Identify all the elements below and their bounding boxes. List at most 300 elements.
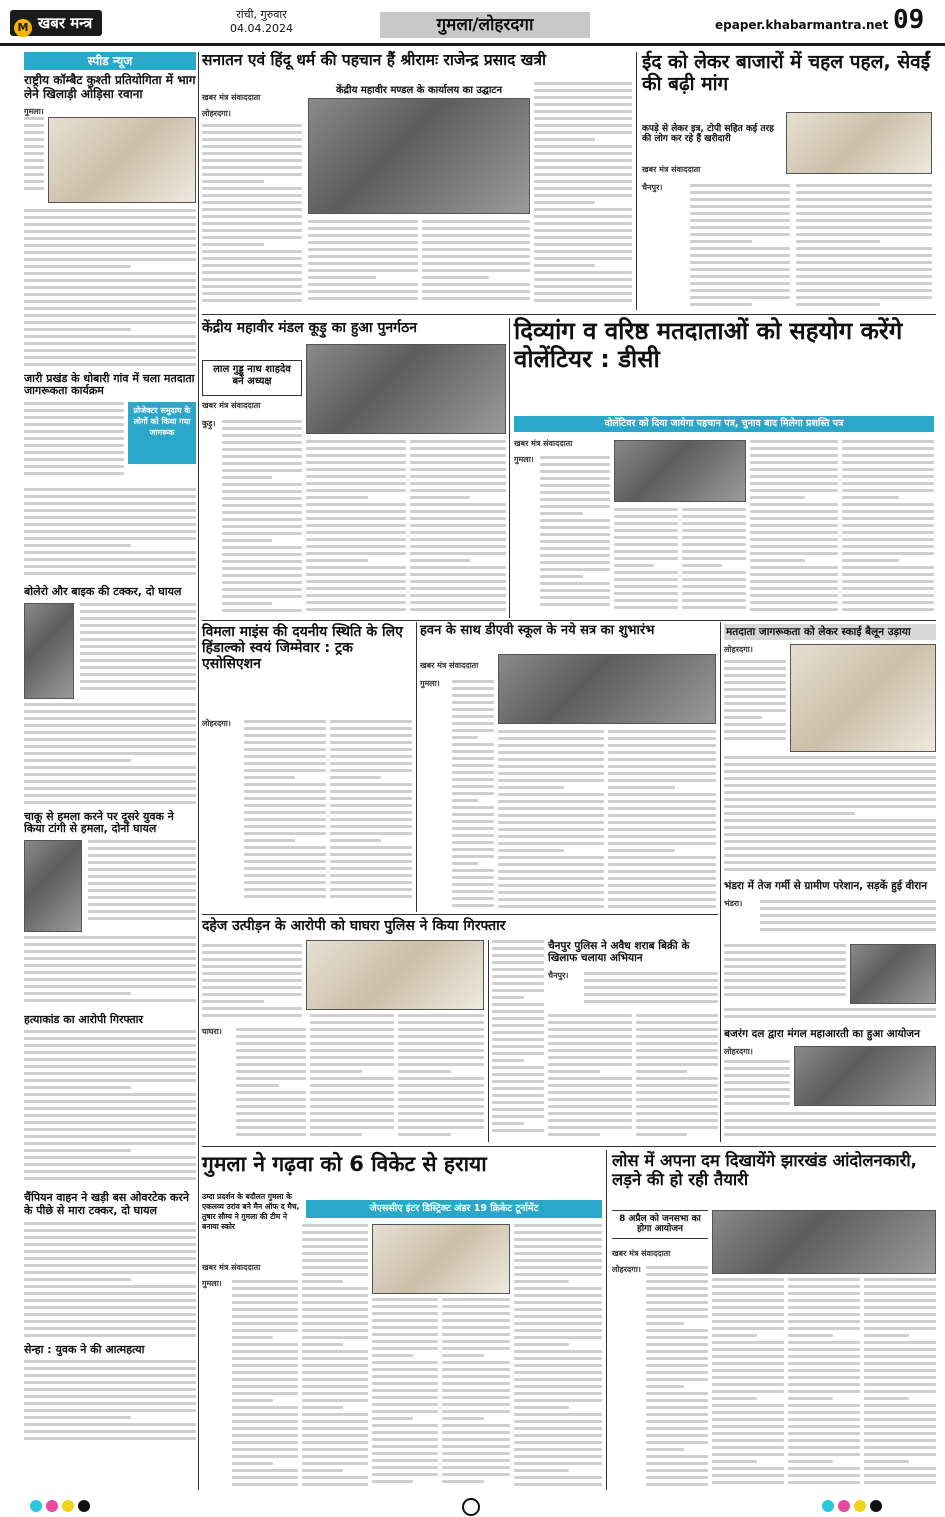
body-text-line — [24, 1257, 196, 1260]
body-text-line — [422, 220, 530, 223]
story-wrestling-text — [24, 209, 196, 371]
body-text-line — [422, 227, 530, 230]
body-text-line — [244, 748, 326, 751]
body-text-line — [410, 475, 506, 478]
body-text-line — [584, 993, 718, 996]
body-text-line — [452, 799, 478, 802]
body-text-line — [202, 944, 302, 947]
body-text-line — [24, 1229, 196, 1232]
body-text-line — [24, 1236, 196, 1239]
body-text-line — [750, 517, 838, 520]
city-day: रांची, गुरुवार — [236, 8, 287, 21]
body-text-line — [310, 1021, 394, 1024]
body-text-line — [24, 1051, 196, 1054]
body-text-line — [514, 1357, 602, 1360]
body-text-line — [796, 233, 932, 236]
body-text-line — [442, 1452, 510, 1455]
body-text-line — [452, 743, 494, 746]
body-text-line — [244, 804, 326, 807]
body-text-line — [244, 825, 326, 828]
body-text-line — [372, 1347, 438, 1350]
body-text-line — [540, 505, 610, 508]
body-text-line — [308, 290, 418, 293]
body-text-line — [712, 1278, 784, 1281]
andolan-callout: 8 अप्रैल को जनसभा का होगा आयोजन — [612, 1210, 708, 1239]
body-text-line — [410, 447, 506, 450]
body-text-line — [608, 737, 716, 740]
body-text-line — [788, 1383, 860, 1386]
body-text-line — [302, 1245, 368, 1248]
body-text-line — [724, 1112, 936, 1115]
body-text-line — [534, 82, 632, 85]
body-text-line — [864, 1320, 936, 1323]
body-text-line — [514, 1448, 602, 1451]
body-text-line — [24, 279, 196, 282]
havan-text-col2 — [498, 730, 604, 912]
body-text-line — [690, 240, 752, 243]
body-text-line — [608, 863, 716, 866]
body-text-line — [306, 573, 406, 576]
body-text-line — [540, 470, 610, 473]
body-text-line — [410, 545, 506, 548]
body-text-line — [514, 1294, 602, 1297]
body-text-line — [232, 1385, 298, 1388]
body-text-line — [636, 1021, 718, 1024]
body-text-line — [202, 299, 302, 302]
body-text-line — [222, 469, 302, 472]
body-text-line — [452, 820, 494, 823]
body-text-line — [422, 276, 489, 279]
body-text-line — [690, 226, 790, 229]
body-text-line — [498, 751, 604, 754]
body-text-line — [24, 1128, 196, 1131]
body-text-line — [442, 1326, 510, 1329]
lead-photo-caption: केंद्रीय महावीर मण्डल के कार्यालय का उद्घाटन — [335, 85, 503, 96]
body-text-line — [690, 289, 790, 292]
body-text-line — [492, 1094, 544, 1097]
body-text-line — [788, 1376, 860, 1379]
body-text-line — [842, 580, 934, 583]
body-text-line — [514, 1455, 602, 1458]
body-text-line — [306, 517, 406, 520]
body-text-line — [398, 1084, 484, 1087]
balloon-place: लोहरदगा। — [724, 645, 753, 654]
body-text-line — [302, 1483, 368, 1486]
body-text-line — [712, 1306, 784, 1309]
body-text-line — [514, 1420, 602, 1423]
body-text-line — [864, 1383, 936, 1386]
body-text-line — [232, 1483, 298, 1486]
body-text-line — [498, 758, 604, 761]
body-text-line — [540, 547, 610, 550]
body-text-line — [864, 1285, 936, 1288]
body-text-line — [24, 780, 196, 783]
body-text-line — [24, 342, 196, 345]
body-text-line — [492, 1010, 544, 1013]
body-text-line — [306, 608, 406, 611]
body-text-line — [202, 264, 302, 267]
body-text-line — [788, 1411, 860, 1414]
body-text-line — [636, 1056, 718, 1059]
body-text-line — [202, 257, 302, 260]
body-text-line — [244, 881, 326, 884]
body-text-line — [682, 564, 722, 567]
body-text-line — [306, 461, 406, 464]
body-text-line — [608, 807, 716, 810]
body-text-line — [24, 1107, 196, 1110]
body-text-line — [724, 1126, 936, 1129]
body-text-line — [202, 187, 302, 190]
body-text-line — [724, 1060, 790, 1063]
body-text-line — [442, 1368, 510, 1371]
body-text-line — [540, 603, 610, 606]
body-text-line — [24, 356, 196, 359]
body-text-line — [724, 756, 936, 759]
body-text-line — [636, 1119, 718, 1122]
body-text-line — [796, 198, 932, 201]
body-text-line — [864, 1390, 936, 1393]
havan-headline: हवन के साथ डीएवी स्कूल के नये सत्र का शुभारंभ — [420, 623, 655, 638]
body-text-line — [724, 965, 846, 968]
body-text-line — [492, 982, 544, 985]
body-text-line — [540, 589, 610, 592]
body-text-line — [222, 420, 302, 423]
body-text-line — [534, 208, 632, 211]
body-text-line — [636, 1014, 718, 1017]
body-text-line — [202, 1014, 302, 1017]
body-text-line — [724, 688, 786, 691]
body-text-line — [514, 1238, 602, 1241]
body-text-line — [372, 1340, 438, 1343]
body-text-line — [842, 608, 934, 611]
body-text-line — [398, 1049, 484, 1052]
body-text-line — [410, 580, 506, 583]
body-text-line — [452, 827, 494, 830]
body-text-line — [724, 674, 786, 677]
body-text-line — [796, 275, 932, 278]
body-text-line — [788, 1446, 860, 1449]
body-text-line — [712, 1418, 784, 1421]
andolan-headline: लोस में अपना दम दिखायेंगे झारखंड आंदोलनकारी, लड़ने की हो रही तैयारी — [612, 1151, 917, 1189]
body-text-line — [24, 251, 196, 254]
body-text-line — [330, 811, 412, 814]
body-text-line — [306, 510, 406, 513]
body-text-line — [24, 572, 196, 575]
body-text-line — [24, 272, 196, 275]
body-text-line — [750, 594, 838, 597]
havan-text-col1 — [452, 680, 494, 912]
cricket-text-col1 — [232, 1280, 298, 1490]
chainpur-text-col2 — [548, 1014, 632, 1142]
body-text-line — [608, 793, 716, 796]
body-text-line — [540, 575, 583, 578]
body-text-line — [724, 861, 936, 864]
body-text-line — [724, 958, 846, 961]
body-text-line — [646, 1322, 684, 1325]
kudu-headline: केंद्रीय महावीर मंडल कूड़ु का हुआ पुनर्गठन — [202, 320, 417, 336]
body-text-line — [24, 1100, 196, 1103]
body-text-line — [24, 1121, 196, 1124]
body-text-line — [302, 1434, 368, 1437]
body-text-line — [788, 1467, 860, 1470]
body-text-line — [796, 184, 932, 187]
body-text-line — [452, 771, 494, 774]
body-text-line — [712, 1397, 757, 1400]
body-text-line — [864, 1376, 936, 1379]
body-text-line — [842, 601, 934, 604]
body-text-line — [682, 606, 746, 609]
body-text-line — [330, 783, 412, 786]
body-text-line — [724, 660, 786, 663]
body-text-line — [302, 1448, 368, 1451]
lead-headline: सनातन एवं हिंदू धर्म की पहचान हैं श्रीरामः राजेन्द्र प्रसाद खत्री — [202, 51, 547, 69]
heat-text-col2 — [724, 944, 846, 1004]
body-text-line — [452, 694, 494, 697]
body-text-line — [330, 895, 412, 898]
body-text-line — [498, 765, 604, 768]
body-text-line — [540, 477, 610, 480]
body-text-line — [724, 812, 855, 815]
body-text-line — [232, 1476, 298, 1479]
body-text-line — [614, 564, 654, 567]
body-text-line — [24, 509, 196, 512]
body-text-line — [452, 715, 494, 718]
body-text-line — [750, 587, 838, 590]
lead-bureau: खबर मंत्र संवाददाता — [202, 93, 261, 102]
body-text-line — [796, 261, 932, 264]
body-text-line — [302, 1455, 368, 1458]
body-text-line — [534, 96, 632, 99]
body-text-line — [788, 1334, 833, 1337]
body-text-line — [842, 503, 934, 506]
story-murder-arrest-headline: हत्याकांड का आरोपी गिरफ्तार — [24, 1012, 144, 1026]
dahej-place: घाघरा। — [202, 1027, 222, 1036]
body-text-line — [788, 1369, 860, 1372]
body-text-line — [534, 243, 632, 246]
body-text-line — [682, 543, 746, 546]
body-text-line — [202, 229, 302, 232]
body-text-line — [24, 237, 196, 240]
body-text-line — [302, 1287, 368, 1290]
body-text-line — [452, 785, 494, 788]
body-text-line — [750, 545, 838, 548]
body-text-line — [24, 1278, 131, 1281]
body-text-line — [750, 573, 838, 576]
body-text-line — [302, 1294, 368, 1297]
body-text-line — [498, 800, 604, 803]
body-text-line — [232, 1287, 298, 1290]
registration-dot-black — [78, 1500, 90, 1512]
body-text-line — [24, 363, 196, 366]
bajrang-headline: बजरंग दल द्वारा मंगल महाआरती का हुआ आयोजन — [724, 1028, 920, 1040]
chainpur-text-col1 — [584, 972, 718, 1012]
body-text-line — [302, 1392, 368, 1395]
body-text-line — [636, 1112, 718, 1115]
kudu-photo — [306, 344, 506, 434]
body-text-line — [712, 1411, 784, 1414]
body-text-line — [724, 681, 786, 684]
body-text-line — [788, 1425, 860, 1428]
body-text-line — [422, 297, 530, 300]
body-text-line — [222, 483, 302, 486]
body-text-line — [24, 724, 196, 727]
body-text-line — [682, 571, 746, 574]
body-text-line — [534, 236, 632, 239]
body-text-line — [614, 522, 678, 525]
body-text-line — [534, 145, 632, 148]
body-text-line — [540, 512, 583, 515]
body-text-line — [548, 1021, 632, 1024]
body-text-line — [222, 588, 302, 591]
body-text-line — [372, 1361, 438, 1364]
body-text-line — [452, 764, 494, 767]
website-link[interactable]: epaper.khabarmantra.net — [715, 18, 889, 32]
body-text-line — [310, 1042, 394, 1045]
body-text-line — [24, 488, 196, 491]
body-text-line — [750, 468, 838, 471]
body-text-line — [682, 508, 746, 511]
body-text-line — [724, 979, 846, 982]
vimla-headline: विमला माइंस की दयनीय स्थिति के लिए हिंडाल्को स्वयं जिम्मेवार : ट्रक एसोसिएशन — [202, 624, 403, 673]
body-text-line — [498, 821, 604, 824]
body-text-line — [302, 1336, 368, 1339]
body-text-line — [682, 515, 746, 518]
lead-text-col2 — [308, 220, 418, 310]
body-text-line — [788, 1453, 860, 1456]
body-text-line — [236, 1070, 306, 1073]
body-text-line — [442, 1445, 510, 1448]
body-text-line — [498, 842, 604, 845]
body-text-line — [410, 454, 506, 457]
body-text-line — [682, 599, 746, 602]
eid-photo — [786, 112, 932, 174]
body-text-line — [24, 1135, 196, 1138]
body-text-line — [202, 208, 302, 211]
body-text-line — [724, 819, 936, 822]
body-text-line — [222, 504, 302, 507]
body-text-line — [682, 536, 746, 539]
body-text-line — [442, 1431, 510, 1434]
body-text-line — [306, 531, 406, 534]
body-text-line — [614, 550, 678, 553]
body-text-line — [236, 1077, 306, 1080]
body-text-line — [690, 296, 790, 299]
body-text-line — [636, 1133, 687, 1136]
body-text-line — [534, 201, 595, 204]
body-text-line — [244, 797, 326, 800]
body-text-line — [236, 1084, 279, 1087]
body-text-line — [310, 1091, 394, 1094]
body-text-line — [712, 1446, 784, 1449]
body-text-line — [540, 568, 610, 571]
body-text-line — [24, 992, 131, 995]
body-text-line — [788, 1390, 860, 1393]
body-text-line — [24, 244, 196, 247]
body-text-line — [724, 723, 786, 726]
body-text-line — [442, 1382, 510, 1385]
body-text-line — [534, 166, 632, 169]
body-text-line — [548, 1133, 600, 1136]
heat-place: भंडरा। — [724, 899, 743, 908]
body-text-line — [760, 907, 936, 910]
body-text-line — [236, 1133, 306, 1136]
body-text-line — [712, 1481, 784, 1484]
body-text-line — [492, 989, 544, 992]
body-text-line — [202, 222, 302, 225]
body-text-line — [306, 440, 406, 443]
body-text-line — [24, 321, 196, 324]
body-text-line — [712, 1292, 784, 1295]
body-text-line — [498, 905, 604, 908]
body-text-line — [492, 940, 544, 943]
body-text-line — [410, 538, 506, 541]
body-text-line — [608, 744, 716, 747]
body-text-line — [24, 1065, 196, 1068]
body-text-line — [398, 1105, 484, 1108]
body-text-line — [308, 269, 418, 272]
body-text-line — [724, 1102, 790, 1105]
body-text-line — [330, 860, 412, 863]
body-text-line — [452, 701, 494, 704]
body-text-line — [302, 1413, 368, 1416]
body-text-line — [750, 503, 838, 506]
body-text-line — [514, 1427, 602, 1430]
section-title: गुमला/लोहरदगा — [380, 12, 590, 38]
dahej-photo — [306, 940, 484, 1010]
body-text-line — [498, 877, 604, 880]
body-text-line — [310, 1126, 394, 1129]
body-text-line — [24, 1374, 196, 1377]
body-text-line — [452, 708, 494, 711]
body-text-line — [712, 1341, 784, 1344]
body-text-line — [310, 1112, 394, 1115]
body-text-line — [24, 537, 196, 540]
body-text-line — [788, 1397, 833, 1400]
body-text-line — [24, 1409, 196, 1412]
havan-photo — [498, 654, 716, 724]
body-text-line — [788, 1320, 860, 1323]
body-text-line — [842, 587, 934, 590]
body-text-line — [222, 609, 302, 612]
body-text-line — [842, 510, 934, 513]
body-text-line — [498, 863, 604, 866]
heat-headline: भंडरा में तेज गर्मी से ग्रामीण परेशान, सड़कें हुई वीरान — [724, 880, 928, 892]
body-text-line — [646, 1448, 684, 1451]
body-text-line — [232, 1378, 298, 1381]
body-text-line — [442, 1417, 484, 1420]
body-text-line — [330, 797, 412, 800]
body-text-line — [308, 227, 418, 230]
body-text-line — [646, 1385, 684, 1388]
body-text-line — [608, 905, 716, 908]
body-text-line — [534, 285, 632, 288]
body-text-line — [372, 1438, 438, 1441]
body-text-line — [864, 1404, 936, 1407]
body-text-line — [308, 276, 376, 279]
body-text-line — [330, 790, 412, 793]
body-text-line — [202, 243, 264, 246]
story-knife-attack-headline: चाकू से हमला करने पर दूसरे युवक ने किया टांगी से हमला, दोनों घायल — [24, 809, 174, 836]
body-text-line — [864, 1460, 909, 1463]
body-text-line — [864, 1439, 936, 1442]
body-text-line — [372, 1375, 438, 1378]
body-text-line — [302, 1273, 368, 1276]
body-text-line — [842, 454, 934, 457]
story-bolero-headline: बोलेरो और बाइक की टक्कर, दो घायल — [24, 584, 182, 598]
body-text-line — [724, 1095, 790, 1098]
body-text-line — [788, 1341, 860, 1344]
body-text-line — [452, 855, 494, 858]
